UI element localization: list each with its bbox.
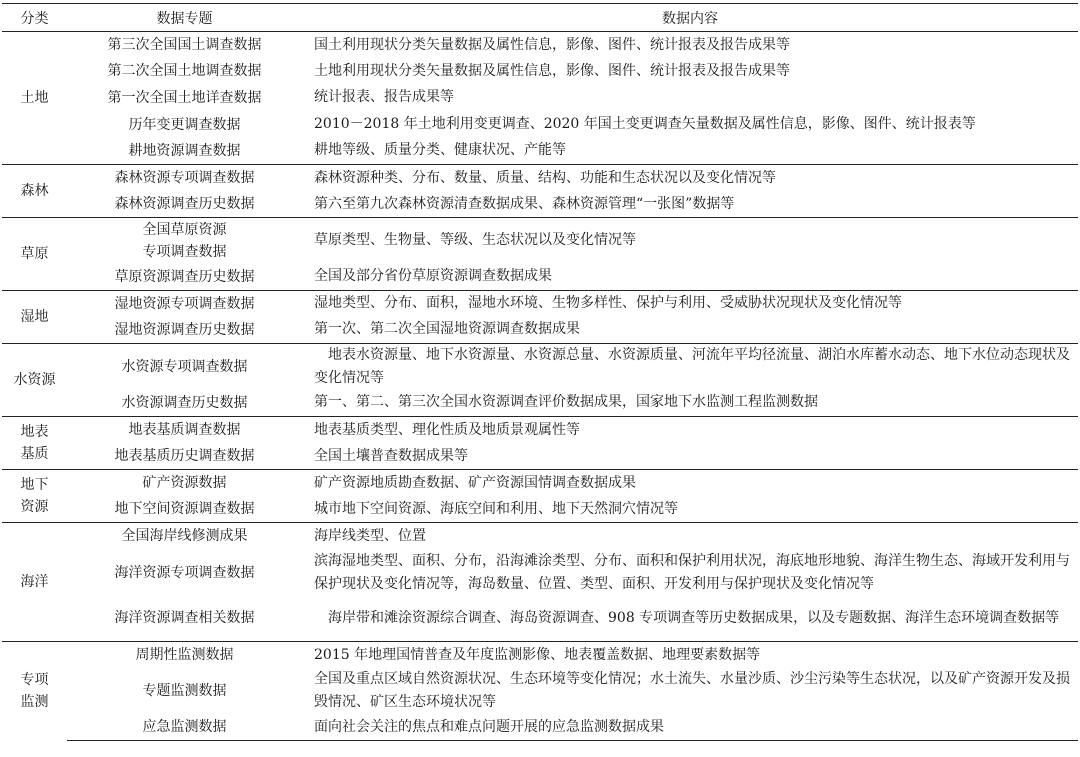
header-content: 数据内容 [302, 4, 1078, 32]
content-cell: 第六至第九次森林资源清查数据成果、森林资源管理“一张图”数据等 [314, 195, 735, 212]
table-row [2, 85, 1078, 112]
topic-cell: 湿地资源调查历史数据 [114, 321, 255, 338]
topic-cell: 地表基质调查数据 [67, 417, 302, 444]
table-row [2, 343, 1078, 390]
table-row [2, 32, 1078, 59]
topic-cell: 湿地资源专项调查数据 [67, 290, 302, 317]
category-label: 森林 [20, 183, 49, 200]
topic-cell: 海洋资源专项调查数据 [114, 564, 255, 581]
table-row [2, 417, 1078, 444]
content-cell: 草原类型、生物量、等级、生态状况以及变化情况等 [302, 218, 1078, 264]
header-topic: 数据专题 [67, 4, 302, 32]
category-cell [2, 164, 67, 217]
category-cell [2, 290, 67, 343]
topic-cell: 第二次全国土地调查数据 [107, 63, 262, 80]
table-row [2, 164, 1078, 191]
content-cell: 滨海湿地类型、面积、分布，沿海滩涂类型、分布、面积和保护利用状况，海底地形地貌、海洋生物生态、海域开发利用与保护现状及变化情况等，海岛数量、位置、类型、面积、开发利用与保护现状及变化情况等 [314, 552, 1070, 592]
topic-cell: 地下空间资源调查数据 [114, 501, 255, 518]
category-cell [2, 32, 67, 165]
category-label: 湿地 [20, 308, 49, 325]
content-cell: 地表水资源量、地下水资源量、水资源总量、水资源质量、河流年平均径流量、湖泊水库蓄水动态、地下水位动态现状及变化情况等 [302, 343, 1078, 390]
category-cell [2, 218, 67, 291]
topic-cell: 水资源专项调查数据 [67, 343, 302, 390]
category-label: 草原 [20, 245, 49, 262]
content-cell: 湿地类型、分布、面积，湿地水环境、生物多样性、保护与利用、受威胁状况现状及变化情况等 [302, 290, 1078, 317]
table-row [2, 642, 1078, 669]
content-cell: 国土利用现状分类矢量数据及属性信息，影像、图件、统计报表及报告成果等 [314, 36, 790, 53]
topic-cell: 耕地资源调查数据 [128, 142, 241, 159]
category-label: 海洋 [20, 574, 49, 591]
topic-cell: 海洋资源调查相关数据 [114, 610, 255, 627]
data-table [2, 3, 1078, 741]
table-row [2, 290, 1078, 317]
table-row [2, 523, 1078, 550]
topic-cell: 全国草原资源 专项调查数据 [67, 218, 302, 264]
category-cell: 地表 基质 [2, 417, 67, 470]
content-cell: 海岸带和滩涂资源综合调查、海岛资源调查、908 专项调查等历史数据成果，以及专题数据、海洋生态环境调查数据等 [328, 609, 1060, 626]
table-row [2, 443, 1078, 470]
topic-cell: 地表基质历史调查数据 [114, 448, 255, 465]
content-cell: 全国及重点区域自然资源状况、生态环境等变化情况；水土流失、水量沙质、沙尘污染等生态状况，以及矿产资源开发及损毁情况、矿区生态环境状况等 [314, 671, 1070, 711]
category-cell: 专项 监测 [2, 642, 67, 741]
table-row [2, 317, 1078, 344]
content-cell: 海岸线类型、位置 [302, 523, 1078, 550]
topic-cell: 森林资源专项调查数据 [67, 164, 302, 191]
category-cell [2, 343, 67, 416]
content-cell: 面向社会关注的焦点和难点问题开展的应急监测数据成果 [302, 714, 1078, 741]
content-cell: 2010－2018 年土地利用变更调查、2020 年国土变更调查矢量数据及属性信息，影像、图件、统计报表等 [314, 116, 976, 133]
table-row [2, 596, 1078, 642]
content-cell: 统计报表、报告成果等 [314, 89, 454, 106]
header-row [2, 4, 1078, 32]
table-row [2, 496, 1078, 523]
table-row [2, 191, 1078, 218]
content-cell: 全国土壤普查数据成果等 [314, 447, 468, 464]
content-cell: 森林资源种类、分布、数量、质量、结构、功能和生态状况以及变化情况等 [302, 164, 1078, 191]
table-row [2, 470, 1078, 497]
table-row [2, 58, 1078, 85]
category-label: 土地 [20, 89, 49, 106]
topic-cell: 森林资源调查历史数据 [114, 196, 255, 213]
table-row [2, 264, 1078, 291]
category-label: 水资源 [13, 371, 56, 388]
table-row [2, 550, 1078, 596]
category-cell [2, 523, 67, 642]
content-cell: 地表基质类型、理化性质及地质景观属性等 [302, 417, 1078, 444]
content-cell: 城市地下空间资源、海底空间和利用、地下天然洞穴情况等 [314, 500, 678, 517]
content-cell: 第一次、第二次全国湿地资源调查数据成果 [314, 321, 580, 338]
content-cell: 矿产资源地质勘查数据、矿产资源国情调查数据成果 [302, 470, 1078, 497]
table-row [2, 714, 1078, 741]
topic-cell: 专题监测数据 [142, 683, 227, 700]
topic-cell: 草原资源调查历史数据 [114, 268, 255, 285]
content-cell: 2015 年地理国情普查及年度监测影像、地表覆盖数据、地理要素数据等 [302, 642, 1078, 669]
table-row [2, 668, 1078, 714]
topic-cell: 周期性监测数据 [67, 642, 302, 669]
content-cell: 土地利用现状分类矢量数据及属性信息，影像、图件、统计报表及报告成果等 [314, 62, 790, 79]
content-cell: 全国及部分省份草原资源调查数据成果 [314, 268, 552, 285]
topic-cell: 应急监测数据 [67, 714, 302, 741]
category-cell: 地下 资源 [2, 470, 67, 523]
table-row [2, 138, 1078, 165]
table-row [2, 111, 1078, 138]
header-category: 分类 [2, 4, 67, 32]
content-cell: 耕地等级、质量分类、健康状况、产能等 [314, 142, 566, 159]
topic-cell: 矿产资源数据 [67, 470, 302, 497]
topic-cell: 第三次全国国土调查数据 [107, 37, 262, 54]
topic-cell: 全国海岸线修测成果 [67, 523, 302, 550]
content-cell: 第一、第二、第三次全国水资源调查评价数据成果，国家地下水监测工程监测数据 [314, 394, 818, 411]
table-row [2, 218, 1078, 264]
table-row [2, 390, 1078, 417]
topic-cell: 水资源调查历史数据 [121, 394, 248, 411]
topic-cell: 历年变更调查数据 [128, 116, 241, 133]
topic-cell: 第一次全国土地详查数据 [107, 89, 262, 106]
